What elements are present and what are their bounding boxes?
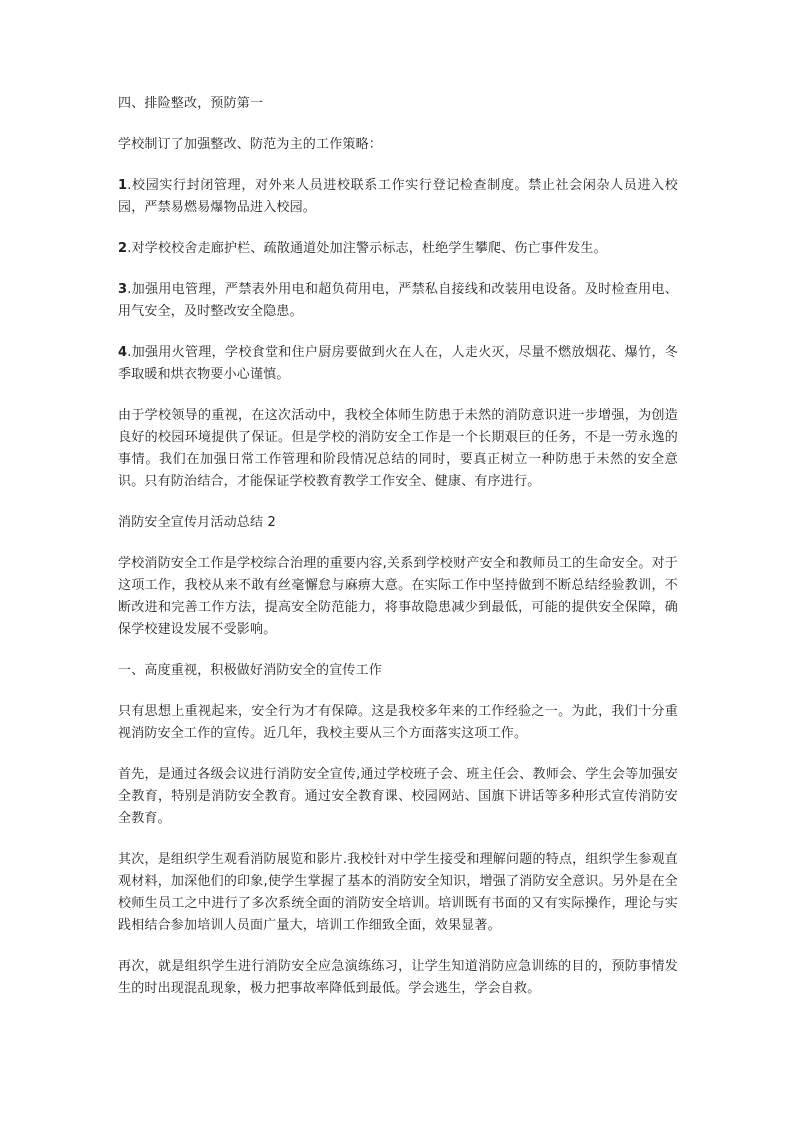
section4-heading: 四、排险整改，预防第一: [118, 96, 264, 111]
document-page: [118, 93, 678, 1019]
section1-paragraph-2: 首先，是通过各级会议进行消防安全宣传,通过学校班子会、班主任会、教师会、学生会等加强安全教育，特别是消防安全教育。通过安全教育课、校园网站、国旗下讲话等多种形式宣传消防安全教育。: [118, 767, 678, 826]
strategy-item-4: [118, 342, 678, 386]
item-text: .加强用火管理，学校食堂和住户厨房要做到火在人在，人走火灭，尽量不燃放烟花、爆竹，冬季取暖和烘衣物要小心谨慎。: [118, 345, 678, 382]
item-text: .加强用电管理，严禁表外用电和超负荷用电，严禁私自接线和改装用电设备。及时检查用电、用气安全，及时整改安全隐患。: [118, 282, 678, 319]
item-text: .校园实行封闭管理，对外来人员进校联系工作实行登记检查制度。禁止社会闲杂人员进入校园，严禁易燃易爆物品进入校园。: [118, 178, 678, 215]
section1-heading: 一、高度重视，积极做好消防安全的宣传工作: [118, 663, 383, 678]
summary2-title: 消防安全宣传月活动总结 2: [118, 515, 277, 530]
item-number: 3: [118, 282, 128, 297]
item-number: 4: [118, 345, 128, 360]
summary2-intro: 学校消防安全工作是学校综合治理的重要内容,关系到学校财产安全和教师员工的生命安全。对于这项工作，我校从来不敢有丝毫懈怠与麻痹大意。在实际工作中坚持做到不断总结经验教训，不断改进和完善工作方法，提高安全防范能力，将事故隐患减少到最低，可能的提供安全保障，确保学校建设发展不受影响。: [118, 556, 678, 637]
item-number: 1: [118, 178, 128, 193]
conclusion-paragraph: 由于学校领导的重视，在这次活动中，我校全体师生防患于未然的消防意识进一步增强，为创造良好的校园环境提供了保证。但是学校的消防安全工作是一个长期艰巨的任务，不是一劳永逸的事情。我们在加强日常工作管理和阶段情况总结的同时，要真正树立一种防患于未然的安全意识。只有防治结合，才能保证学校教育教学工作安全、健康、有序进行。: [118, 408, 678, 489]
item-number: 2: [118, 241, 128, 256]
section1-paragraph-3: 其次，是组织学生观看消防展览和影片.我校针对中学生接受和理解问题的特点，组织学生参观直观材料，加深他们的印象,使学生掌握了基本的消防安全知识，增强了消防安全意识。另外是在全校师生员工之中进行了多次系统全面的消防安全培训。培训既有书面的又有实际操作，理论与实践相结合参加培训人员面广量大，培训工作细致全面，效果显著。: [118, 852, 678, 933]
section1-paragraph-4: 再次，就是组织学生进行消防安全应急演练练习，让学生知道消防应急训练的目的，预防事情发生的时出现混乱现象，极力把事故率降低到最低。学会逃生，学会自救。: [118, 959, 678, 996]
section1-paragraph-1: 只有思想上重视起来，安全行为才有保障。这是我校多年来的工作经验之一。为此，我们十分重视消防安全工作的宣传。近几年，我校主要从三个方面落实这项工作。: [118, 704, 678, 741]
strategy-item-2: [118, 238, 678, 260]
item-text: .对学校校舍走廊护栏、疏散通道处加注警示标志，杜绝学生攀爬、伤亡事件发生。: [127, 241, 607, 256]
strategy-item-3: [118, 279, 678, 323]
strategy-intro: 学校制订了加强整改、防范为主的工作策略：: [118, 137, 383, 152]
strategy-item-1: [118, 175, 678, 219]
